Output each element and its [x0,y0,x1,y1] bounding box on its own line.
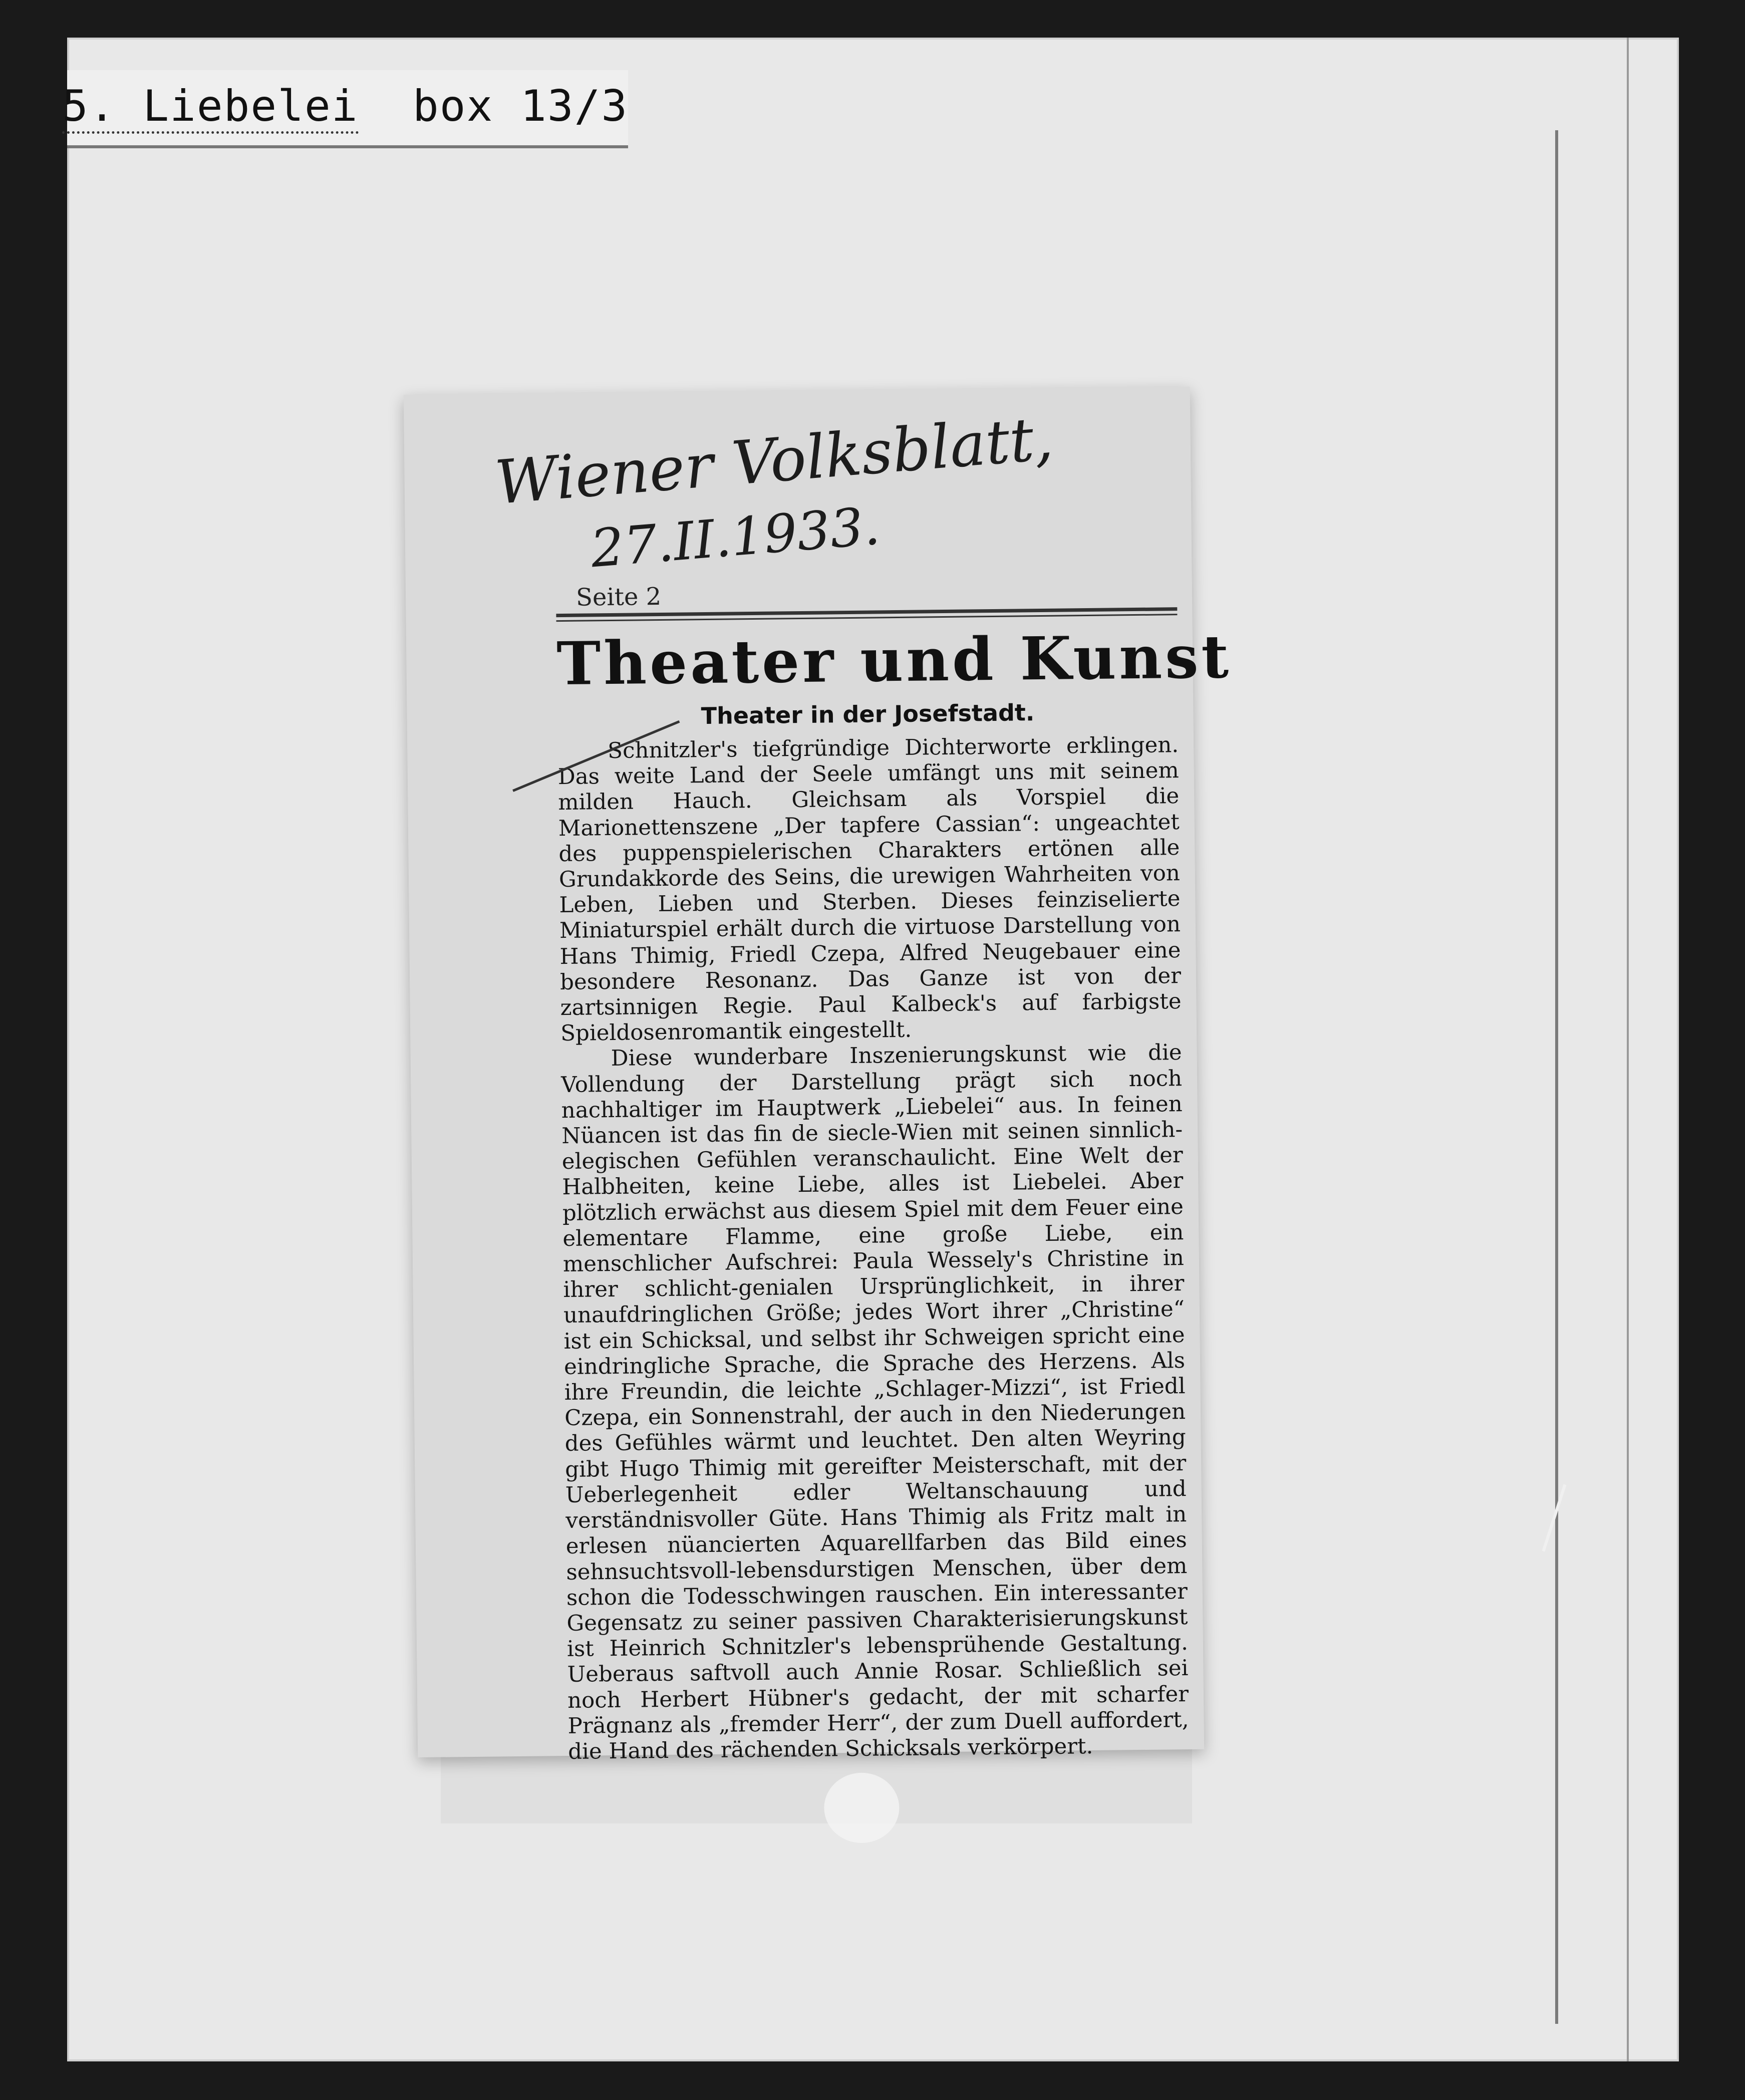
handwritten-date: 27.II.1933. [588,495,883,580]
article-body [557,732,1189,1765]
article-paragraph: Diese wunderbare Inszenierungskunst wie die Vollendung der Darstellung prägt sich noch nachhaltiger im Hauptwerk „Liebelei“ aus. In feinen Nüancen ist das fin de siecle-Wien mit seinen sinnlich-elegischen Gefühlen veranschaulicht. Eine Welt der Halbheiten, keine Liebe, alles ist Liebelei. Aber plötzlich erwächst aus diesem Spiel mit dem Feuer eine elementare Flamme, eine große Liebe, ein menschlicher Aufschrei: Paula Wessely's Christine in ihrer schlicht-genialen Ursprünglichkeit, in ihrer unaufdringlichen Größe; jedes Wort ihrer „Christine“ ist ein Schicksal, und selbst ihr Schweigen spricht eine eindringliche Sprache, die Sprache des Herzens. Als ihre Freundin, die leichte „Schlager-Mizzi“, ist Friedl Czepa, ein Sonnenstrahl, der auch in den Niederungen des Gefühles wärmt und leuchtet. Den alten Weyring gibt Hugo Thimig mit gereifter Meisterschaft, mit der Ueberlegenheit edler Weltanschauung und verständnisvoller Güte. Hans Thimig als Fritz malt in erlesen nüancierten Aquarellfarben das Bild eines sehnsuchtsvoll-lebensdurstigen Menschen, über dem schon die Todesschwingen rauschen. Ein interessanter Gegensatz zu seiner passiven Charakterisierungskunst ist Heinrich Schnitzler's lebensprühende Gestaltung. Ueberaus saftvoll auch Annie Rosar. Schließlich sei noch Herbert Hübner's gedacht, der mit scharfer Prägnanz als „fremder Herr“, der zum Duell auffordert, die Hand des rächenden Schicksals verkörpert. [560,1040,1189,1764]
newspaper-clipping [404,387,1232,1764]
article-headline: Theater in der Josefstadt. [701,699,1035,730]
page-number: Seite 2 [575,582,662,612]
handwritten-newspaper-name: Wiener Volksblatt, [492,404,1056,518]
box-number: box 13/3 [413,81,629,131]
article-paragraph: Schnitzler's tiefgründige Dichterworte erklingen. Das weite Land der Seele umfängt uns mit seinem milden Hauch. Gleichsam als Vorspiel die Marionettenszene „Der tapfere Cassian“: ungeachtet des puppenspielerischen Charakters ertönen alle Grundakkorde des Seins, die urewigen Wahrheiten von Leben, Lieben und Sterben. Dieses feinziselierte Miniaturspiel erhält durch die virtuose Darstellung von Hans Thimig, Friedl Czepa, Alfred Neugebauer eine besondere Resonanz. Das Ganze ist von der zartsinnigen Regie. Paul Kalbeck's auf farbigste Spieldosenromantik eingestellt. [557,732,1182,1046]
sheet-edge-line [1555,130,1558,2024]
section-masthead: Theater und Kunst [556,622,1232,699]
folder-title: 5. Liebelei [62,81,359,131]
folder-label [62,70,629,148]
sheet-outer-edge [1627,38,1629,2061]
